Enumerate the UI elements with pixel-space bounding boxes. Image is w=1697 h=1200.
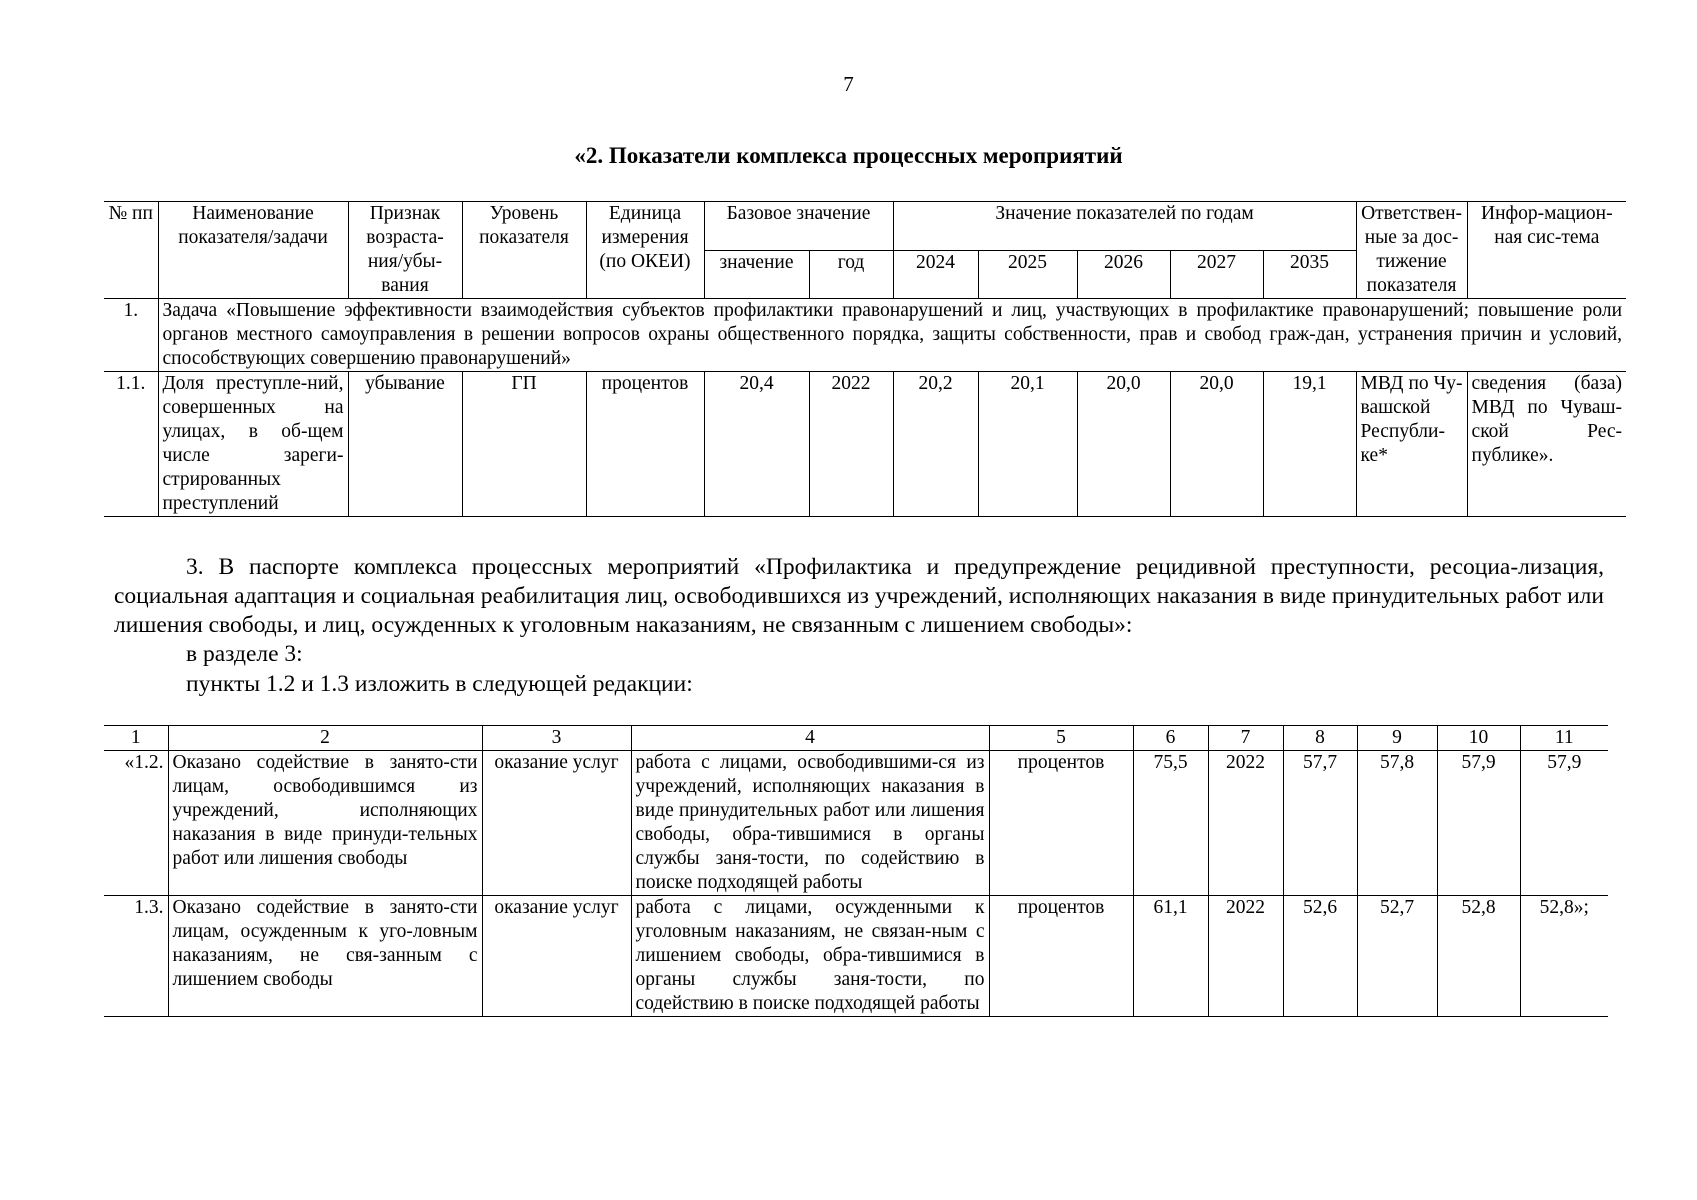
col-number-6: 6 (1133, 726, 1208, 751)
row-name: Оказано содействие в занято-сти лицам, осужденным к уго-ловным наказаниям, не свя-занным с лишением свободы (168, 896, 482, 1017)
row-base-value: 75,5 (1133, 751, 1208, 896)
header-name: Наименование показателя/задачи (158, 202, 348, 299)
col-number-3: 3 (482, 726, 631, 751)
header-years-group: Значение показателей по годам (893, 202, 1356, 251)
col-number-7: 7 (1208, 726, 1283, 751)
row-value-9: 52,7 (1357, 896, 1437, 1017)
row-num: 1.3. (104, 896, 168, 1017)
row-value-11: 52,8»; (1520, 896, 1608, 1017)
row-type: оказание услуг (482, 896, 631, 1017)
indicators-table (104, 201, 1626, 517)
indicator-2024: 20,2 (893, 372, 978, 517)
indicator-2027: 20,0 (1170, 372, 1263, 517)
header-base-value: значение (704, 250, 809, 299)
amendment-text: 3. В паспорте комплекса процессных мероприятий «Профилактика и предупреждение рецидивной преступности, ресоциа-лизация, социальная адаптация и социальная реабилитация лиц, освободившихся из учреждений, исполняющих наказания в виде принудительных работ или лишения свободы, и лиц, осужденных к уголовным наказаниям, не связанным с лишением свободы»: (114, 554, 1604, 638)
table1-header-row (104, 202, 1626, 251)
row-description: работа с лицами, осужденными к уголовным наказаниям, не связан-ным с лишением свободы, обра-тившимися в органы службы заня-тости, по содействию в поиске подходящей работы (631, 896, 989, 1017)
row-num: «1.2. (104, 751, 168, 896)
col-number-10: 10 (1437, 726, 1520, 751)
indicator-info: сведения (база) МВД по Чуваш-ской Рес-публике». (1467, 372, 1626, 517)
col-number-2: 2 (168, 726, 482, 751)
amendment-paragraph (114, 553, 1604, 640)
header-info: Инфор-мацион-ная сис-тема (1467, 202, 1626, 299)
indicator-responsible: МВД по Чу-вашской Республи-ке* (1356, 372, 1467, 517)
row-value-8: 52,6 (1283, 896, 1357, 1017)
section-reference: в разделе 3: (186, 641, 303, 667)
header-num: № пп (104, 202, 158, 299)
indicator-2025: 20,1 (978, 372, 1077, 517)
page-number: 7 (843, 72, 854, 96)
column-number-row (104, 726, 1608, 751)
col-number-8: 8 (1283, 726, 1357, 751)
table-row (104, 896, 1608, 1017)
row-base-year: 2022 (1208, 751, 1283, 896)
row-description: работа с лицами, освободившими-ся из учреждений, исполняющих наказания в виде принудительных работ или лишения свободы, обра-тившимися в органы службы заня-тости, по содействию в поиске подходящей работы (631, 751, 989, 896)
task-text: Задача «Повышение эффективности взаимодействия субъектов профилактики правонарушений и лиц, участвующих в профилактике правонарушений; повышение роли органов местного самоуправления в решении вопросов охраны общественного порядка, защиты собственности, прав и свобод граж-дан, устранения причин и условий, способствующих совершению правонарушений» (158, 299, 1626, 372)
indicator-2026: 20,0 (1077, 372, 1170, 517)
col-number-5: 5 (989, 726, 1133, 751)
col-number-4: 4 (631, 726, 989, 751)
row-value-10: 52,8 (1437, 896, 1520, 1017)
header-base-group: Базовое значение (704, 202, 893, 251)
col-number-9: 9 (1357, 726, 1437, 751)
header-sign: Признак возраста-ния/убы-вания (348, 202, 462, 299)
items-table (104, 725, 1608, 1017)
indicator-row (104, 372, 1626, 517)
row-base-year: 2022 (1208, 896, 1283, 1017)
header-2024: 2024 (893, 250, 978, 299)
table-row (104, 751, 1608, 896)
items-instruction: пункты 1.2 и 1.3 изложить в следующей редакции: (186, 671, 693, 697)
row-value-9: 57,8 (1357, 751, 1437, 896)
row-value-8: 57,7 (1283, 751, 1357, 896)
row-unit: процентов (989, 896, 1133, 1017)
header-base-year: год (809, 250, 893, 299)
indicator-unit: процентов (586, 372, 704, 517)
indicator-name: Доля преступле-ний, совершенных на улицах, в об-щем числе зареги-стрированных преступлений (158, 372, 348, 517)
row-type: оказание услуг (482, 751, 631, 896)
header-2027: 2027 (1170, 250, 1263, 299)
indicator-base-year: 2022 (809, 372, 893, 517)
col-number-1: 1 (104, 726, 168, 751)
header-2026: 2026 (1077, 250, 1170, 299)
header-2035: 2035 (1263, 250, 1356, 299)
row-name: Оказано содействие в занято-сти лицам, освободившимся из учреждений, исполняющих наказания в виде принуди-тельных работ или лишения свободы (168, 751, 482, 896)
task-row (104, 299, 1626, 372)
row-unit: процентов (989, 751, 1133, 896)
indicator-2035: 19,1 (1263, 372, 1356, 517)
indicator-num: 1.1. (104, 372, 158, 517)
indicator-base-value: 20,4 (704, 372, 809, 517)
header-level: Уровень показателя (462, 202, 586, 299)
indicator-sign: убывание (348, 372, 462, 517)
row-value-11: 57,9 (1520, 751, 1608, 896)
row-base-value: 61,1 (1133, 896, 1208, 1017)
task-num: 1. (104, 299, 158, 372)
row-value-10: 57,9 (1437, 751, 1520, 896)
col-number-11: 11 (1520, 726, 1608, 751)
header-2025: 2025 (978, 250, 1077, 299)
indicator-level: ГП (462, 372, 586, 517)
header-responsible: Ответствен-ные за дос-тижение показателя (1356, 202, 1467, 299)
section-title: «2. Показатели комплекса процессных мероприятий (574, 143, 1123, 168)
header-unit: Единица измерения (по ОКЕИ) (586, 202, 704, 299)
